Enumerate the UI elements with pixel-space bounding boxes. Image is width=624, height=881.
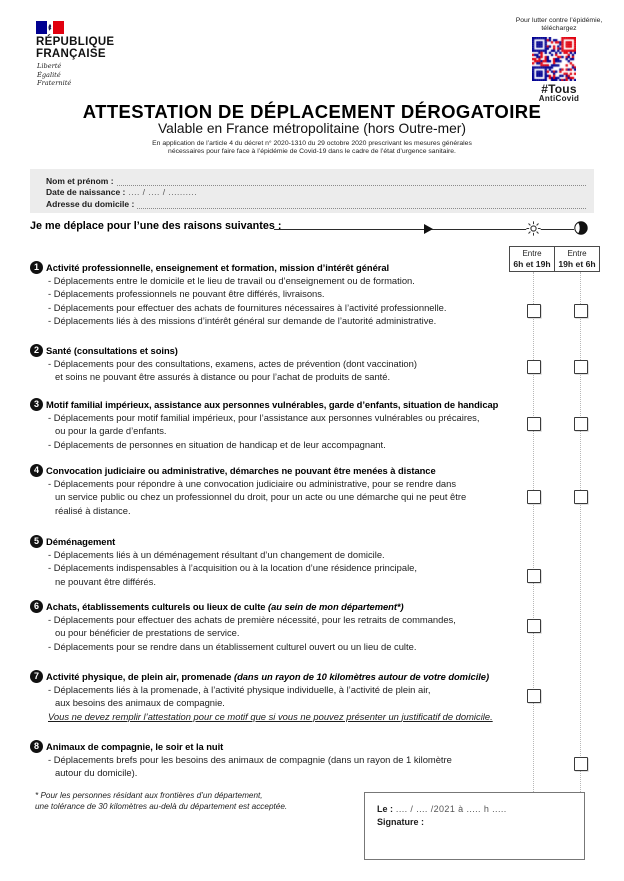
motto-fraternite: Fraternité xyxy=(37,79,72,88)
reason-line: - Déplacements pour des consultations, examens, actes de prévention (dont vaccination) xyxy=(48,358,417,370)
reason-number-icon: 2 xyxy=(30,344,43,357)
checkbox-item1-night[interactable] xyxy=(574,304,588,318)
name-field-row xyxy=(46,174,586,186)
reason-number-icon: 8 xyxy=(30,740,43,753)
reason-item-2 xyxy=(30,344,535,384)
reason-note: Vous ne devez remplir l’attestation pour ce motif que si vous ne pouvez présenter un justificatif de domicile. xyxy=(48,710,493,722)
column-day-line2: 6h et 19h xyxy=(513,259,551,269)
reason-number-icon: 7 xyxy=(30,670,43,683)
name-input-line[interactable] xyxy=(117,177,586,186)
brand-francaise: FRANÇAISE xyxy=(36,48,106,60)
reason-item-1 xyxy=(30,261,535,327)
reason-number-icon: 6 xyxy=(30,600,43,613)
marianne-emblem-icon xyxy=(48,24,52,31)
footnote-line1: * Pour les personnes résidant aux frontières d’un département, xyxy=(35,791,263,800)
checkbox-item6-day[interactable] xyxy=(527,619,541,633)
checkbox-item4-night[interactable] xyxy=(574,490,588,504)
checkbox-item3-day[interactable] xyxy=(527,417,541,431)
flag-red-band xyxy=(53,21,64,34)
reason-heading: Déménagement xyxy=(46,536,116,547)
page-title: ATTESTATION DE DÉPLACEMENT DÉROGATOIRE xyxy=(82,101,542,122)
name-field-label: Nom et prénom : xyxy=(46,175,114,186)
reason-heading: Activité professionnelle, enseignement et formation, mission d’intérêt général xyxy=(46,262,390,273)
tousanticovid-appname: AntiCovid xyxy=(538,94,580,103)
reason-heading: Santé (consultations et soins) xyxy=(46,345,178,356)
column-header-night xyxy=(554,246,600,272)
reason-line: autour du domicile). xyxy=(55,767,138,779)
signature-box[interactable] xyxy=(364,792,585,860)
reason-heading: Convocation judiciaire ou administrative, démarches ne pouvant être menées à distance xyxy=(46,465,436,476)
qr-code xyxy=(532,37,576,81)
qr-caption-line1: Pour lutter contre l’épidémie, xyxy=(515,17,603,24)
reason-item-6 xyxy=(30,600,535,653)
address-field-row xyxy=(46,197,586,209)
identity-fields-box xyxy=(30,169,594,213)
motto-liberte: Liberté xyxy=(37,62,62,70)
reason-line: - Déplacements brefs pour les besoins des animaux de compagnie (dans un rayon de 1 kilomètre xyxy=(48,754,452,766)
date-input-line[interactable]: .... / .... /2021 à ..... h ..... xyxy=(393,804,507,814)
footnote-line2: une tolérance de 30 kilomètres au-delà du département est acceptée. xyxy=(35,802,288,811)
reason-heading: Activité physique, de plein air, promenade (dans un rayon de 10 kilomètres autour de votre domicile) xyxy=(46,671,490,682)
address-input-line[interactable] xyxy=(137,200,586,209)
reason-line: aux besoins des animaux de compagnie. xyxy=(55,697,225,709)
sun-icon xyxy=(526,221,541,236)
reason-item-8 xyxy=(30,740,535,780)
signature-label: Signature : xyxy=(377,817,425,827)
checkbox-item8-night[interactable] xyxy=(574,757,588,771)
brand-motto xyxy=(37,62,71,88)
reason-line: un service public ou chez un professionnel du droit, pour un acte ou une démarche qui ne peut être xyxy=(55,491,467,503)
legal-text-line2: nécessaires pour faire face à l’épidémie de Covid-19 dans le cadre de l’état d’urgence sanitaire. xyxy=(168,148,456,155)
flag-white-band xyxy=(47,21,53,34)
checkbox-item4-day[interactable] xyxy=(527,490,541,504)
reason-line: ne pouvant être différés. xyxy=(55,575,156,587)
reason-number-icon: 5 xyxy=(30,535,43,548)
reason-number-icon: 3 xyxy=(30,398,43,411)
reason-line: - Déplacements liés à des missions d’intérêt général sur demande de l’autorité administrative. xyxy=(48,314,437,326)
reason-line: - Déplacements professionnels ne pouvant être différés, livraisons. xyxy=(48,288,325,300)
birthdate-field-row xyxy=(46,186,586,198)
column-night-line1: Entre xyxy=(567,249,587,258)
reason-line: - Déplacements indispensables à l’acquisition ou à la location d’une résidence principale, xyxy=(48,562,417,574)
column-night-line2: 19h et 6h xyxy=(558,259,596,269)
reason-line: - Déplacements pour se rendre dans un établissement culturel ouvert ou un lieu de culte. xyxy=(48,640,417,652)
reason-line: - Déplacements pour répondre à une convocation judiciaire ou administrative, pour se rendre dans xyxy=(48,478,457,490)
date-row xyxy=(377,804,584,814)
checkbox-item7-day[interactable] xyxy=(527,689,541,703)
brand-republique: RÉPUBLIQUE xyxy=(36,36,115,48)
reason-number-icon: 1 xyxy=(30,261,43,274)
tousanticovid-hashtag: #Tous xyxy=(541,82,577,96)
reason-number-icon: 4 xyxy=(30,464,43,477)
address-field-label: Adresse du domicile : xyxy=(46,198,135,209)
reason-line: - Déplacements pour effectuer des achats de fournitures nécessaires à l’activité professionnelle. xyxy=(48,301,447,313)
reason-item-3 xyxy=(30,398,535,451)
page-subtitle: Valable en France métropolitaine (hors Outre-mer) xyxy=(157,121,466,136)
birthdate-input-line[interactable]: .... / .... / .......... xyxy=(128,187,198,197)
reason-item-7 xyxy=(30,670,535,723)
date-label: Le : xyxy=(377,804,394,814)
qr-caption xyxy=(470,17,624,33)
reason-line: ou pour bénéficier de prestations de service. xyxy=(55,627,240,639)
reason-line: - Déplacements liés à un déménagement résultant d’un changement de domicile. xyxy=(48,549,385,561)
reason-line: - Déplacements entre le domicile et le lieu de travail ou d’enseignement ou de formation. xyxy=(48,275,415,287)
reason-heading: Motif familial impérieux, assistance aux personnes vulnérables, garde d’enfants, situation de handicap xyxy=(46,399,499,410)
reasons-intro: Je me déplace pour l’une des raisons suivantes : xyxy=(30,220,282,232)
checkbox-item3-night[interactable] xyxy=(574,417,588,431)
qr-caption-line2: téléchargez xyxy=(541,25,577,32)
reason-heading: Achats, établissements culturels ou lieux de culte (au sein de mon département*) xyxy=(46,601,404,612)
arrow-icon xyxy=(424,224,433,234)
reason-line: - Déplacements de personnes en situation de handicap et de leur accompagnant. xyxy=(48,438,386,450)
motto-egalite: Égalité xyxy=(37,70,61,79)
legal-text-line1: En application de l’article 4 du décret n° 2020-1310 du 29 octobre 2020 prescrivant les mesures générales xyxy=(152,140,472,147)
reason-line: ou pour la garde d’enfants. xyxy=(55,425,167,437)
reason-item-5 xyxy=(30,535,535,588)
reason-line: - Déplacements pour motif familial impérieux, pour l’assistance aux personnes vulnérables ou précaires, xyxy=(48,412,480,424)
checkbox-item5-day[interactable] xyxy=(527,569,541,583)
night-column-dotted-line xyxy=(580,272,581,792)
reason-item-4 xyxy=(30,464,535,517)
column-day-line1: Entre xyxy=(522,249,542,258)
flag-blue-band xyxy=(36,21,47,34)
reason-line: et soins ne pouvant être assurés à distance ou pour l’achat de produits de santé. xyxy=(55,371,391,383)
reason-heading: Animaux de compagnie, le soir et la nuit xyxy=(46,741,224,752)
checkbox-item2-night[interactable] xyxy=(574,360,588,374)
reason-line: - Déplacements pour effectuer des achats de première nécessité, pour les retraits de commandes, xyxy=(48,614,456,626)
checkbox-item1-day[interactable] xyxy=(527,304,541,318)
french-flag-logo xyxy=(36,21,64,34)
moon-icon xyxy=(574,221,588,235)
reason-line: réalisé à distance. xyxy=(55,504,131,516)
birthdate-field-label: Date de naissance : xyxy=(46,187,126,197)
checkbox-item2-day[interactable] xyxy=(527,360,541,374)
reason-line: - Déplacements liés à la promenade, à l’activité physique individuelle, à l’activité de plein air, xyxy=(48,684,431,696)
